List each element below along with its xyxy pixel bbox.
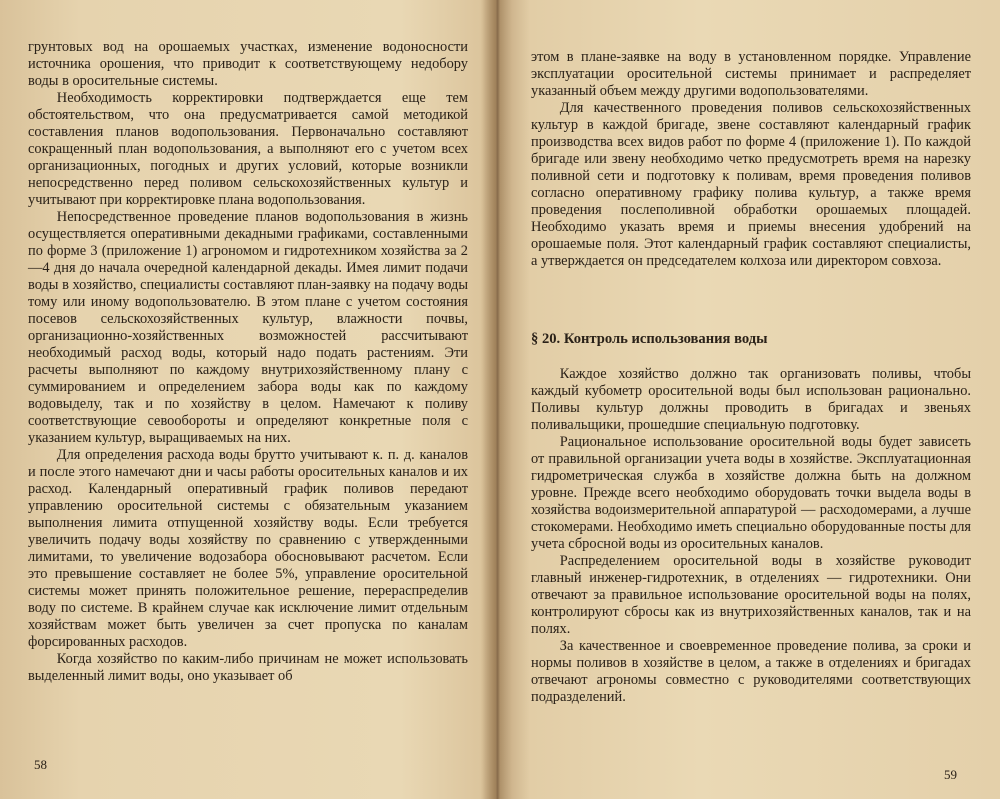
right-page-text-top <box>531 49 971 270</box>
paragraph: Непосредственное проведение планов водопользования в жизнь осуществляется оперативными декадными графиками, составленными по форме 3 (приложение 1) агрономом и гидротехником хозяйства за 2—4 дня до начала очередной календарной декады. Имея лимит подачи воды в хозяйство, специалисты составляют план-заявку на подачу воды тому или иному водопользователю. В этом плане с учетом состояния посевов сельскохозяйственных культур, влажности почвы, организационно-хозяйственных возможностей рассчитывают необходимый расход воды, который надо подать растениям. Эти расчеты выполняют по каждому внутрихозяйственному плану с суммированием и определением забора воды как по каждому водовыделу, так и по хозяйству в целом. Намечают к поливу соответствующие севообороты и определяют конкретные поля с указанием культур, выращиваемых на них. <box>28 209 468 446</box>
paragraph: Рациональное использование оросительной воды будет зависеть от правильной организации учета воды в хозяйстве. Эксплуатационная гидрометрическая служба в хозяйстве должна быть на должном уровне. Прежде всего необходимо оборудовать точки выдела воды в хозяйства водоизмерительной аппаратурой — расходомерами, а лучше стокомерами. Необходимо иметь специально оборудованные посты для учета сбросной воды из оросительных каналов. <box>531 434 971 552</box>
book-gutter <box>482 0 512 799</box>
left-page <box>28 0 468 799</box>
paragraph: Необходимость корректировки подтверждается еще тем обстоятельством, что она предусматривается самой методикой составления планов водопользования. Первоначально составляют сокращенный план водопользования, а выполняют его с учетом всех организационных, погодных и других условий, которые возникли непосредственно перед поливом сельскохозяйственных культур и учитывают при корректировке плана водопользования. <box>28 90 468 208</box>
paragraph: этом в плане-заявке на воду в установленном порядке. Управление эксплуатации оросительной системы принимает и распределяет указанный объем между другими водопользователями. <box>531 49 971 99</box>
paragraph: Для определения расхода воды брутто учитывают к. п. д. каналов и после этого намечают дни и часы работы оросительных каналов и их расход. Календарный оперативный график поливов передают управлению оросительной системы с обязательным указанием выполнения лимита отпущенной хозяйству воды. Если требуется увеличить подачу воды хозяйству по сравнению с утвержденными лимитами, то увеличение водозабора обосновывают расчетом. Если это превышение составляет не более 5%, управление оросительной системы может принять положительное решение, перераспределив воду по системе. В крайнем случае как исключение лимит отдельным хозяйствам может быть увеличен за счет пропуска по каналам форсированных расходов. <box>28 447 468 650</box>
right-page <box>531 0 971 799</box>
page-number-right: 59 <box>944 767 957 782</box>
section-heading: § 20. Контроль использования воды <box>531 331 768 347</box>
paragraph: Для качественного проведения поливов сельскохозяйственных культур в каждой бригаде, звене составляют календарный график производства всех видов работ по форме 4 (приложение 1). По каждой бригаде или звену необходимо четко предусмотреть время на нарезку поливной сети и подготовку к поливам, время проведения поливов согласно оперативному графику полива культур, а также время проведения послеполивной обработки орошаемых площадей. Необходимо указать время и приемы внесения удобрений на орошаемые поля. Этот календарный график составляют специалисты, а утверждается он председателем колхоза или директором совхоза. <box>531 100 971 269</box>
paragraph: грунтовых вод на орошаемых участках, изменение водоносности источника орошения, что приводит к соответствующему недобору воды в оросительные системы. <box>28 39 468 89</box>
paragraph: Когда хозяйство по каким-либо причинам не может использовать выделенный лимит воды, оно указывает об <box>28 651 468 684</box>
paragraph: За качественное и своевременное проведение полива, за сроки и нормы поливов в хозяйстве в целом, а также в отделениях и бригадах отвечают агрономы совместно с руководителями соответствующих подразделений. <box>531 638 971 705</box>
paragraph: Каждое хозяйство должно так организовать поливы, чтобы каждый кубометр оросительной воды был использован рационально. Поливы культур должны проводить в бригадах и звеньях поливальщики, прошедшие специальную подготовку. <box>531 366 971 433</box>
left-page-text <box>28 39 468 685</box>
paragraph: Распределением оросительной воды в хозяйстве руководит главный инженер-гидротехник, в отделениях — гидротехники. Они отвечают за правильное использование оросительной воды на полях, контролируют сбросы как из внутрихозяйственных каналов, так и на полях. <box>531 553 971 637</box>
page-number-left: 58 <box>34 757 47 772</box>
right-page-text-bottom <box>531 366 971 706</box>
